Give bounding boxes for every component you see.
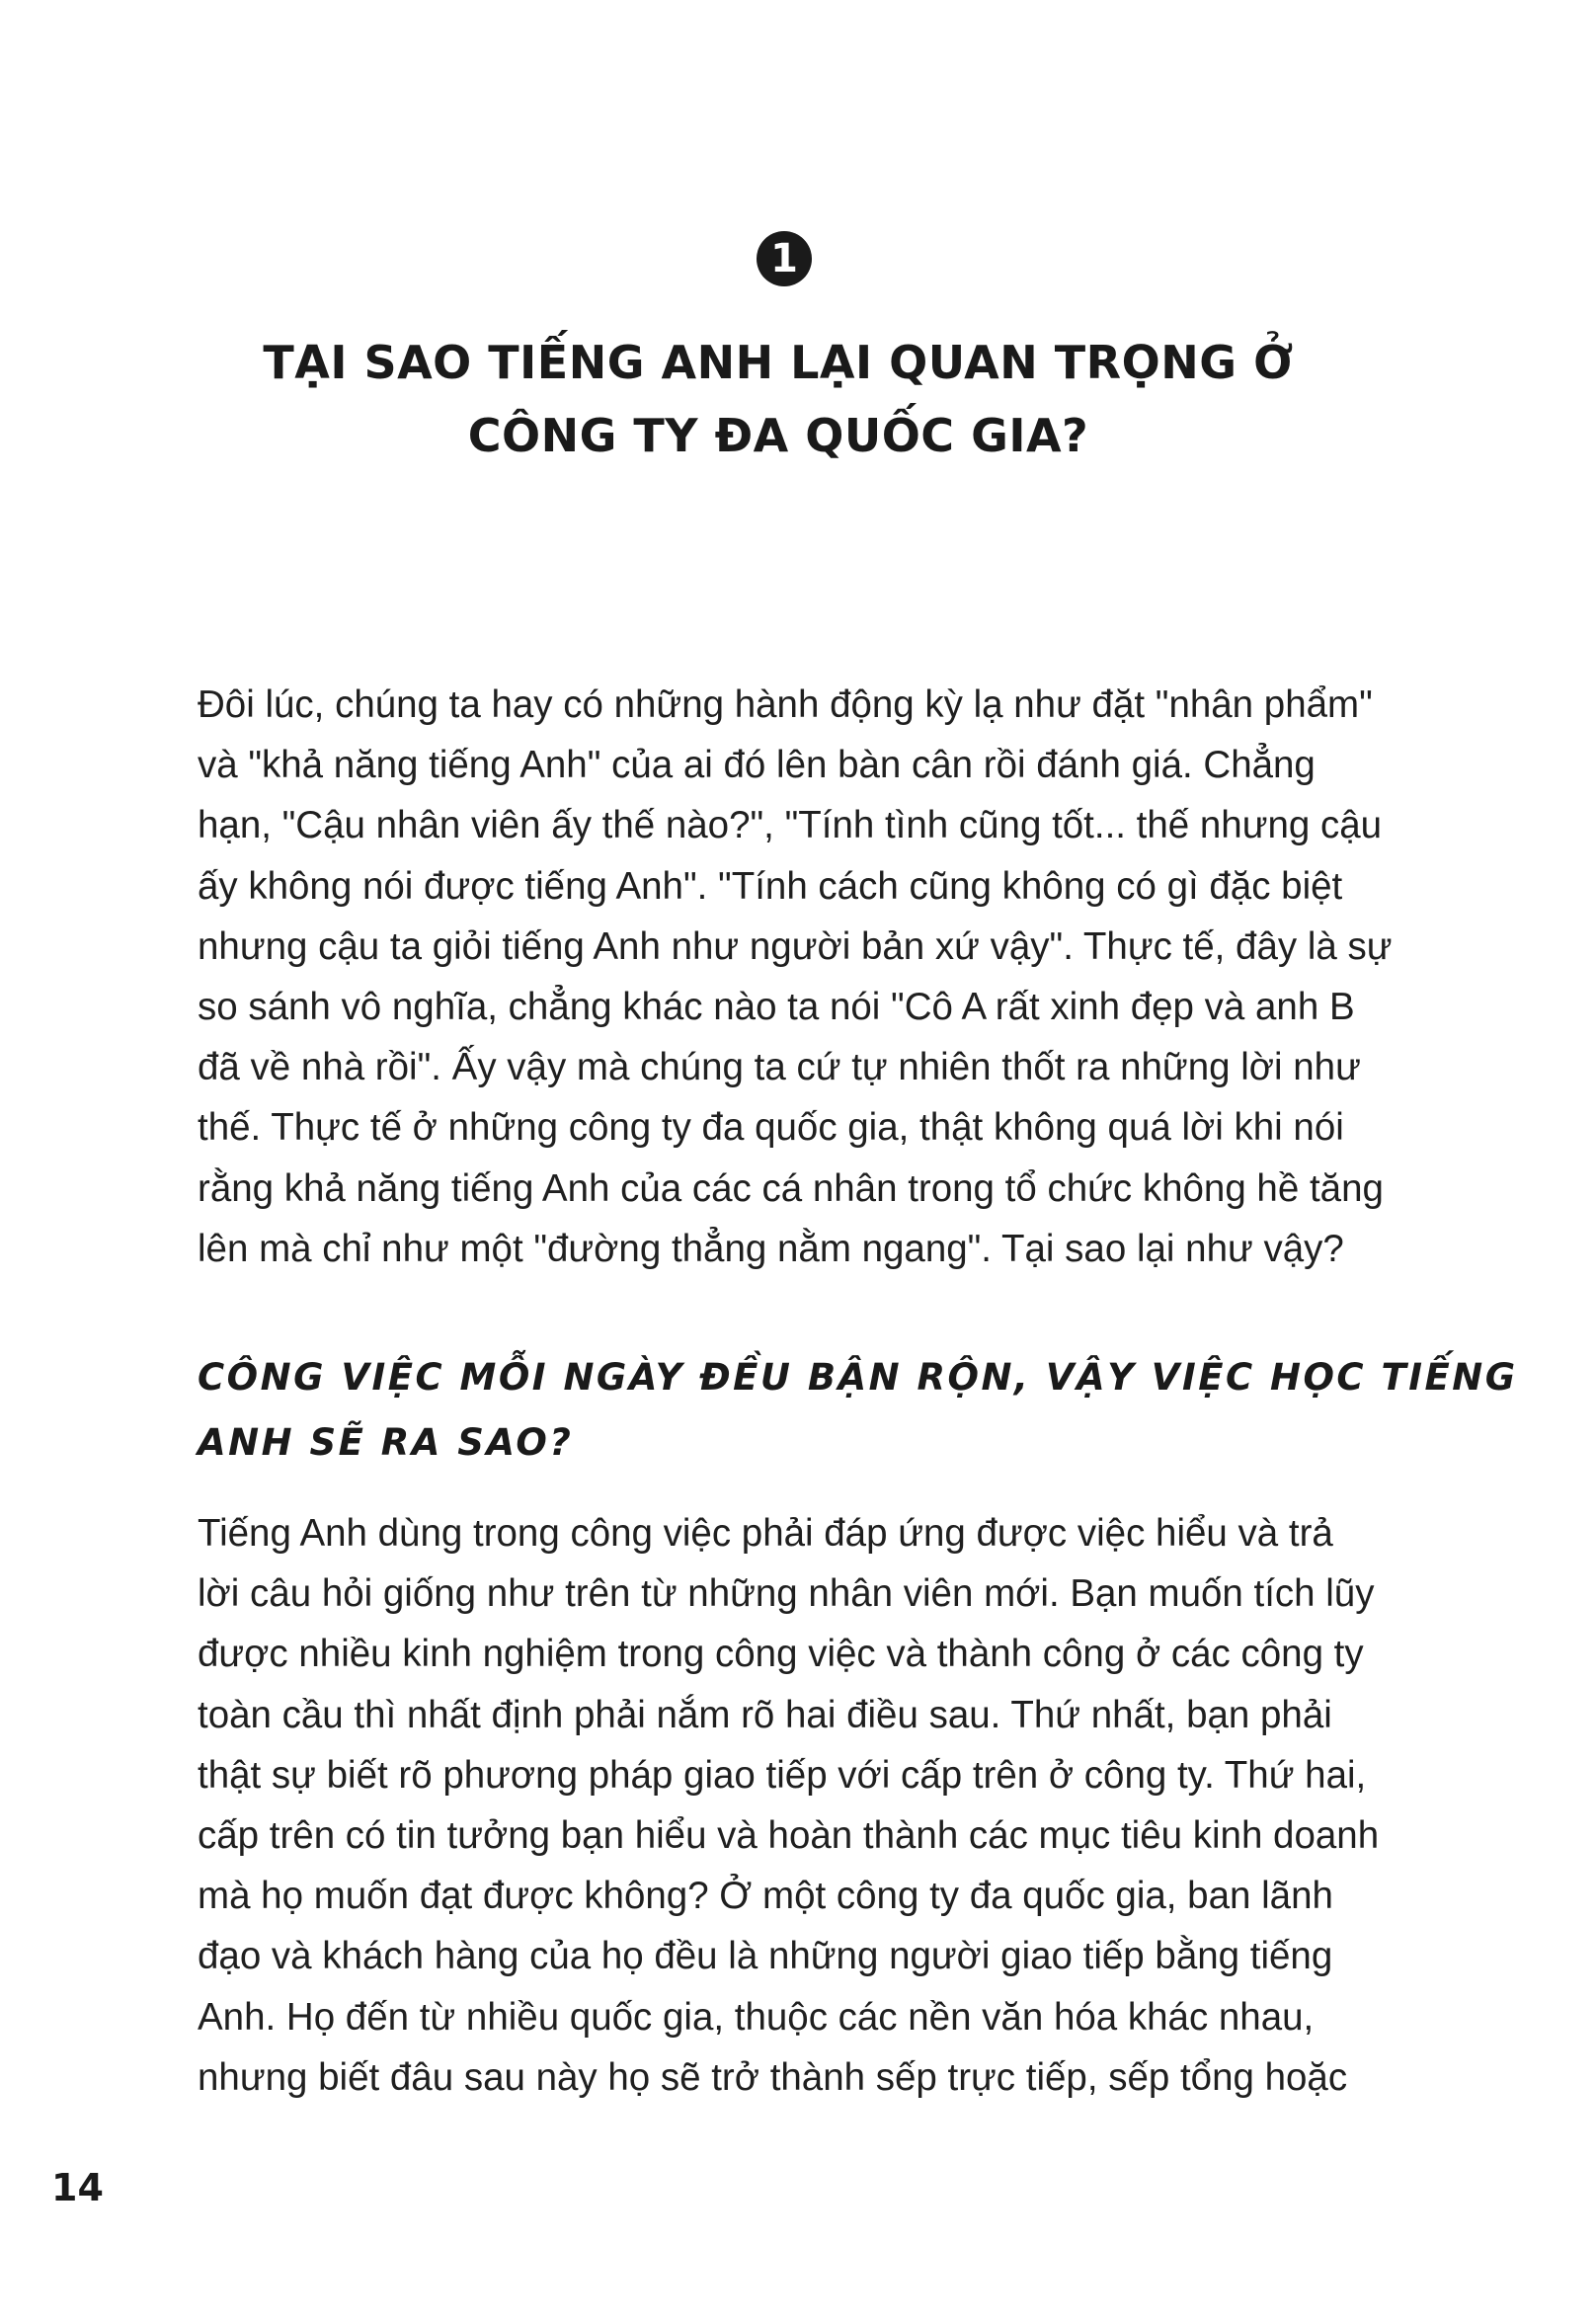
text-line: được nhiều kinh nghiệm trong công việc và thành công ở các công ty xyxy=(198,1633,1364,1676)
text-line: toàn cầu thì nhất định phải nắm rõ hai điều sau. Thứ nhất, bạn phải xyxy=(198,1693,1332,1736)
text-line: ấy không nói được tiếng Anh". "Tính cách cũng không có gì đặc biệt xyxy=(198,864,1343,908)
section-paragraph xyxy=(198,1503,1422,2108)
text-line: so sánh vô nghĩa, chẳng khác nào ta nói "Cô A rất xinh đẹp và anh B xyxy=(198,986,1355,1029)
text-line: Anh. Họ đến từ nhiều quốc gia, thuộc các nền văn hóa khác nhau, xyxy=(198,1995,1315,2039)
text-line: lên mà chỉ như một "đường thẳng nằm ngang". Tại sao lại như vậy? xyxy=(198,1227,1344,1270)
chapter-number-badge: 1 xyxy=(757,231,812,286)
intro-paragraph xyxy=(198,675,1422,1279)
chapter-title-line: CÔNG TY ĐA QUỐC GIA? xyxy=(467,409,1089,462)
chapter-title xyxy=(198,326,1359,472)
chapter-title-line: TẠI SAO TIẾNG ANH LẠI QUAN TRỌNG Ở xyxy=(263,336,1294,389)
page-number: 14 xyxy=(51,2166,104,2209)
text-line: lời câu hỏi giống như trên từ những nhân viên mới. Bạn muốn tích lũy xyxy=(198,1572,1375,1616)
section-heading-line: ANH SẼ RA SAO? xyxy=(198,1421,574,1464)
text-line: nhưng biết đâu sau này họ sẽ trở thành sếp trực tiếp, sếp tổng hoặc xyxy=(198,2055,1348,2099)
text-line: thế. Thực tế ở những công ty đa quốc gia, thật không quá lời khi nói xyxy=(198,1106,1344,1150)
section-heading xyxy=(198,1345,1518,1476)
text-line: thật sự biết rõ phương pháp giao tiếp với cấp trên ở công ty. Thứ hai, xyxy=(198,1753,1367,1797)
text-line: đã về nhà rồi". Ấy vậy mà chúng ta cứ tự nhiên thốt ra những lời như xyxy=(198,1046,1361,1089)
text-line: cấp trên có tin tưởng bạn hiểu và hoàn thành các mục tiêu kinh doanh xyxy=(198,1814,1380,1858)
text-line: Tiếng Anh dùng trong công việc phải đáp ứng được việc hiểu và trả xyxy=(198,1512,1333,1555)
text-line: nhưng cậu ta giỏi tiếng Anh như người bản xứ vậy". Thực tế, đây là sự xyxy=(198,924,1393,968)
text-line: và "khả năng tiếng Anh" của ai đó lên bàn cân rồi đánh giá. Chẳng xyxy=(198,744,1316,787)
text-line: mà họ muốn đạt được không? Ở một công ty đa quốc gia, ban lãnh xyxy=(198,1875,1333,1918)
text-line: Đôi lúc, chúng ta hay có những hành động kỳ lạ như đặt "nhân phẩm" xyxy=(198,683,1373,726)
section-heading-line: CÔNG VIỆC MỖI NGÀY ĐỀU BẬN RỘN, VẬY VIỆC HỌC TIẾNG xyxy=(198,1356,1518,1399)
text-line: hạn, "Cậu nhân viên ấy thế nào?", "Tính tình cũng tốt... thế nhưng cậu xyxy=(198,804,1383,847)
text-line: đạo và khách hàng của họ đều là những người giao tiếp bằng tiếng xyxy=(198,1935,1333,1978)
text-line: rằng khả năng tiếng Anh của các cá nhân trong tổ chức không hề tăng xyxy=(198,1166,1384,1210)
